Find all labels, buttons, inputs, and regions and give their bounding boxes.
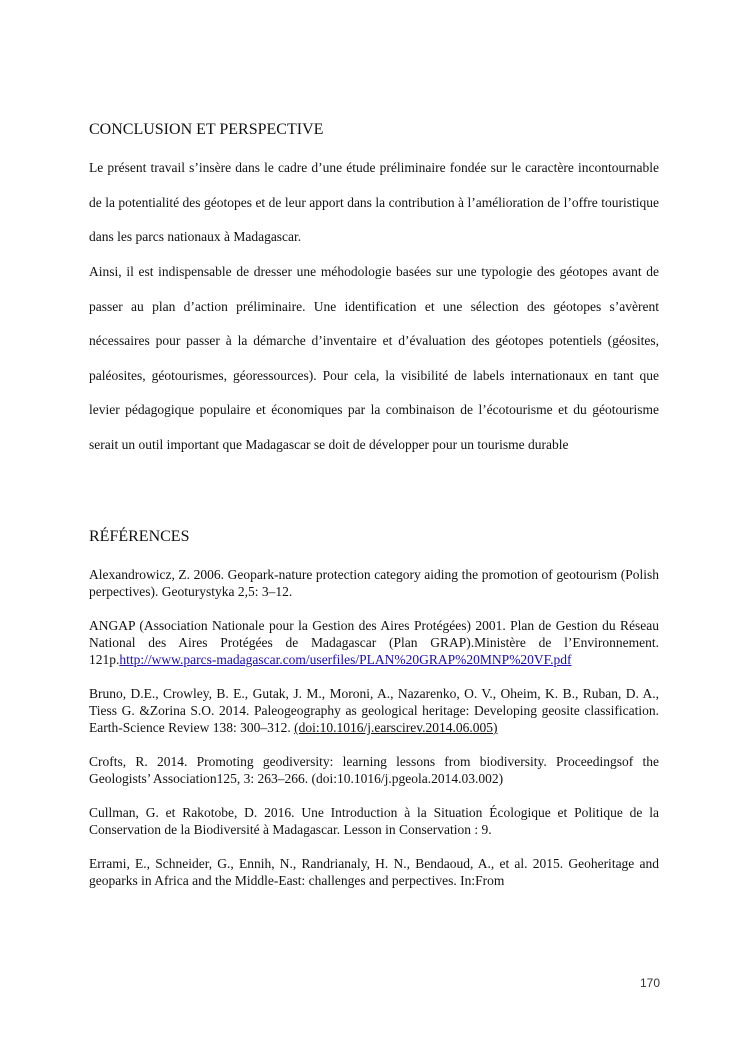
reference-text: Crofts, R. 2014. Promoting geodiversity: learning lessons from biodiversity. Proceedingsof the Geologists’ Association125, 3: 263–266. (doi:10.1016/j.pgeola.2014.03.002) bbox=[89, 754, 659, 786]
references-heading: RÉFÉRENCES bbox=[89, 528, 190, 545]
reference-text: Bruno, D.E., Crowley, B. E., Gutak, J. M., Moroni, A., Nazarenko, O. V., Oheim, K. B., Ruban, D. A., Tiess G. &Zorina S.O. 2014. Paleogeography as geological heritage: Developing geosite classification. Earth-Science Review 138: 300–312. bbox=[89, 686, 659, 735]
reference-link[interactable]: http://www.parcs-madagascar.com/userfiles/PLAN%20GRAP%20MNP%20VF.pdf bbox=[119, 652, 572, 667]
reference-item bbox=[89, 753, 659, 787]
reference-text: Cullman, G. et Rakotobe, D. 2016. Une Introduction à la Situation Écologique et Politique de la Conservation de la Biodiversité à Madagascar. Lesson in Conservation : 9. bbox=[89, 805, 659, 837]
reference-text: Errami, E., Schneider, G., Ennih, N., Randrianaly, H. N., Bendaoud, A., et al. 2015. Geoheritage and geoparks in Africa and the Middle-East: challenges and perpectives. In:From bbox=[89, 856, 659, 888]
reference-text: Alexandrowicz, Z. 2006. Geopark-nature protection category aiding the promotion of geotourism (Polish perpectives). Geoturystyka 2,5: 3–12. bbox=[89, 567, 659, 599]
references-list bbox=[89, 566, 659, 906]
conclusion-heading: CONCLUSION ET PERSPECTIVE bbox=[89, 121, 324, 138]
conclusion-paragraph-2: Ainsi, il est indispensable de dresser une méhodologie basées sur une typologie des géotopes avant de passer au plan d’action préliminaire. Une identification et une sélection des géotopes s’avèrent nécessaires pour passer à la démarche d’inventaire et d’évaluation des géotopes potentiels (géosites, paléosites, géotourismes, géoressources). Pour cela, la visibilité de labels internationaux en tant que levier pédagogique populaire et économiques par la combinaison de l’écotourisme et du géotourisme serait un outil important que Madagascar se doit de développer pour un tourisme durable bbox=[89, 264, 659, 452]
reference-item bbox=[89, 855, 659, 889]
reference-text: ANGAP (Association Nationale pour la Gestion des Aires Protégées) 2001. Plan de Gestion du Réseau National des Aires Protégées de Madagascar (Plan GRAP).Ministère de l’Environnement. 121p. bbox=[89, 618, 659, 667]
reference-item bbox=[89, 804, 659, 838]
reference-doi: (doi:10.1016/j.earscirev.2014.06.005) bbox=[294, 720, 498, 735]
page-number: 170 bbox=[640, 976, 661, 990]
reference-item bbox=[89, 685, 659, 736]
reference-item bbox=[89, 617, 659, 668]
conclusion-paragraph-1: Le présent travail s’insère dans le cadre d’une étude préliminaire fondée sur le caractère incontournable de la potentialité des géotopes et de leur apport dans la contribution à l’amélioration de l’offre touristique dans les parcs nationaux à Madagascar. bbox=[89, 160, 659, 245]
reference-item bbox=[89, 566, 659, 600]
